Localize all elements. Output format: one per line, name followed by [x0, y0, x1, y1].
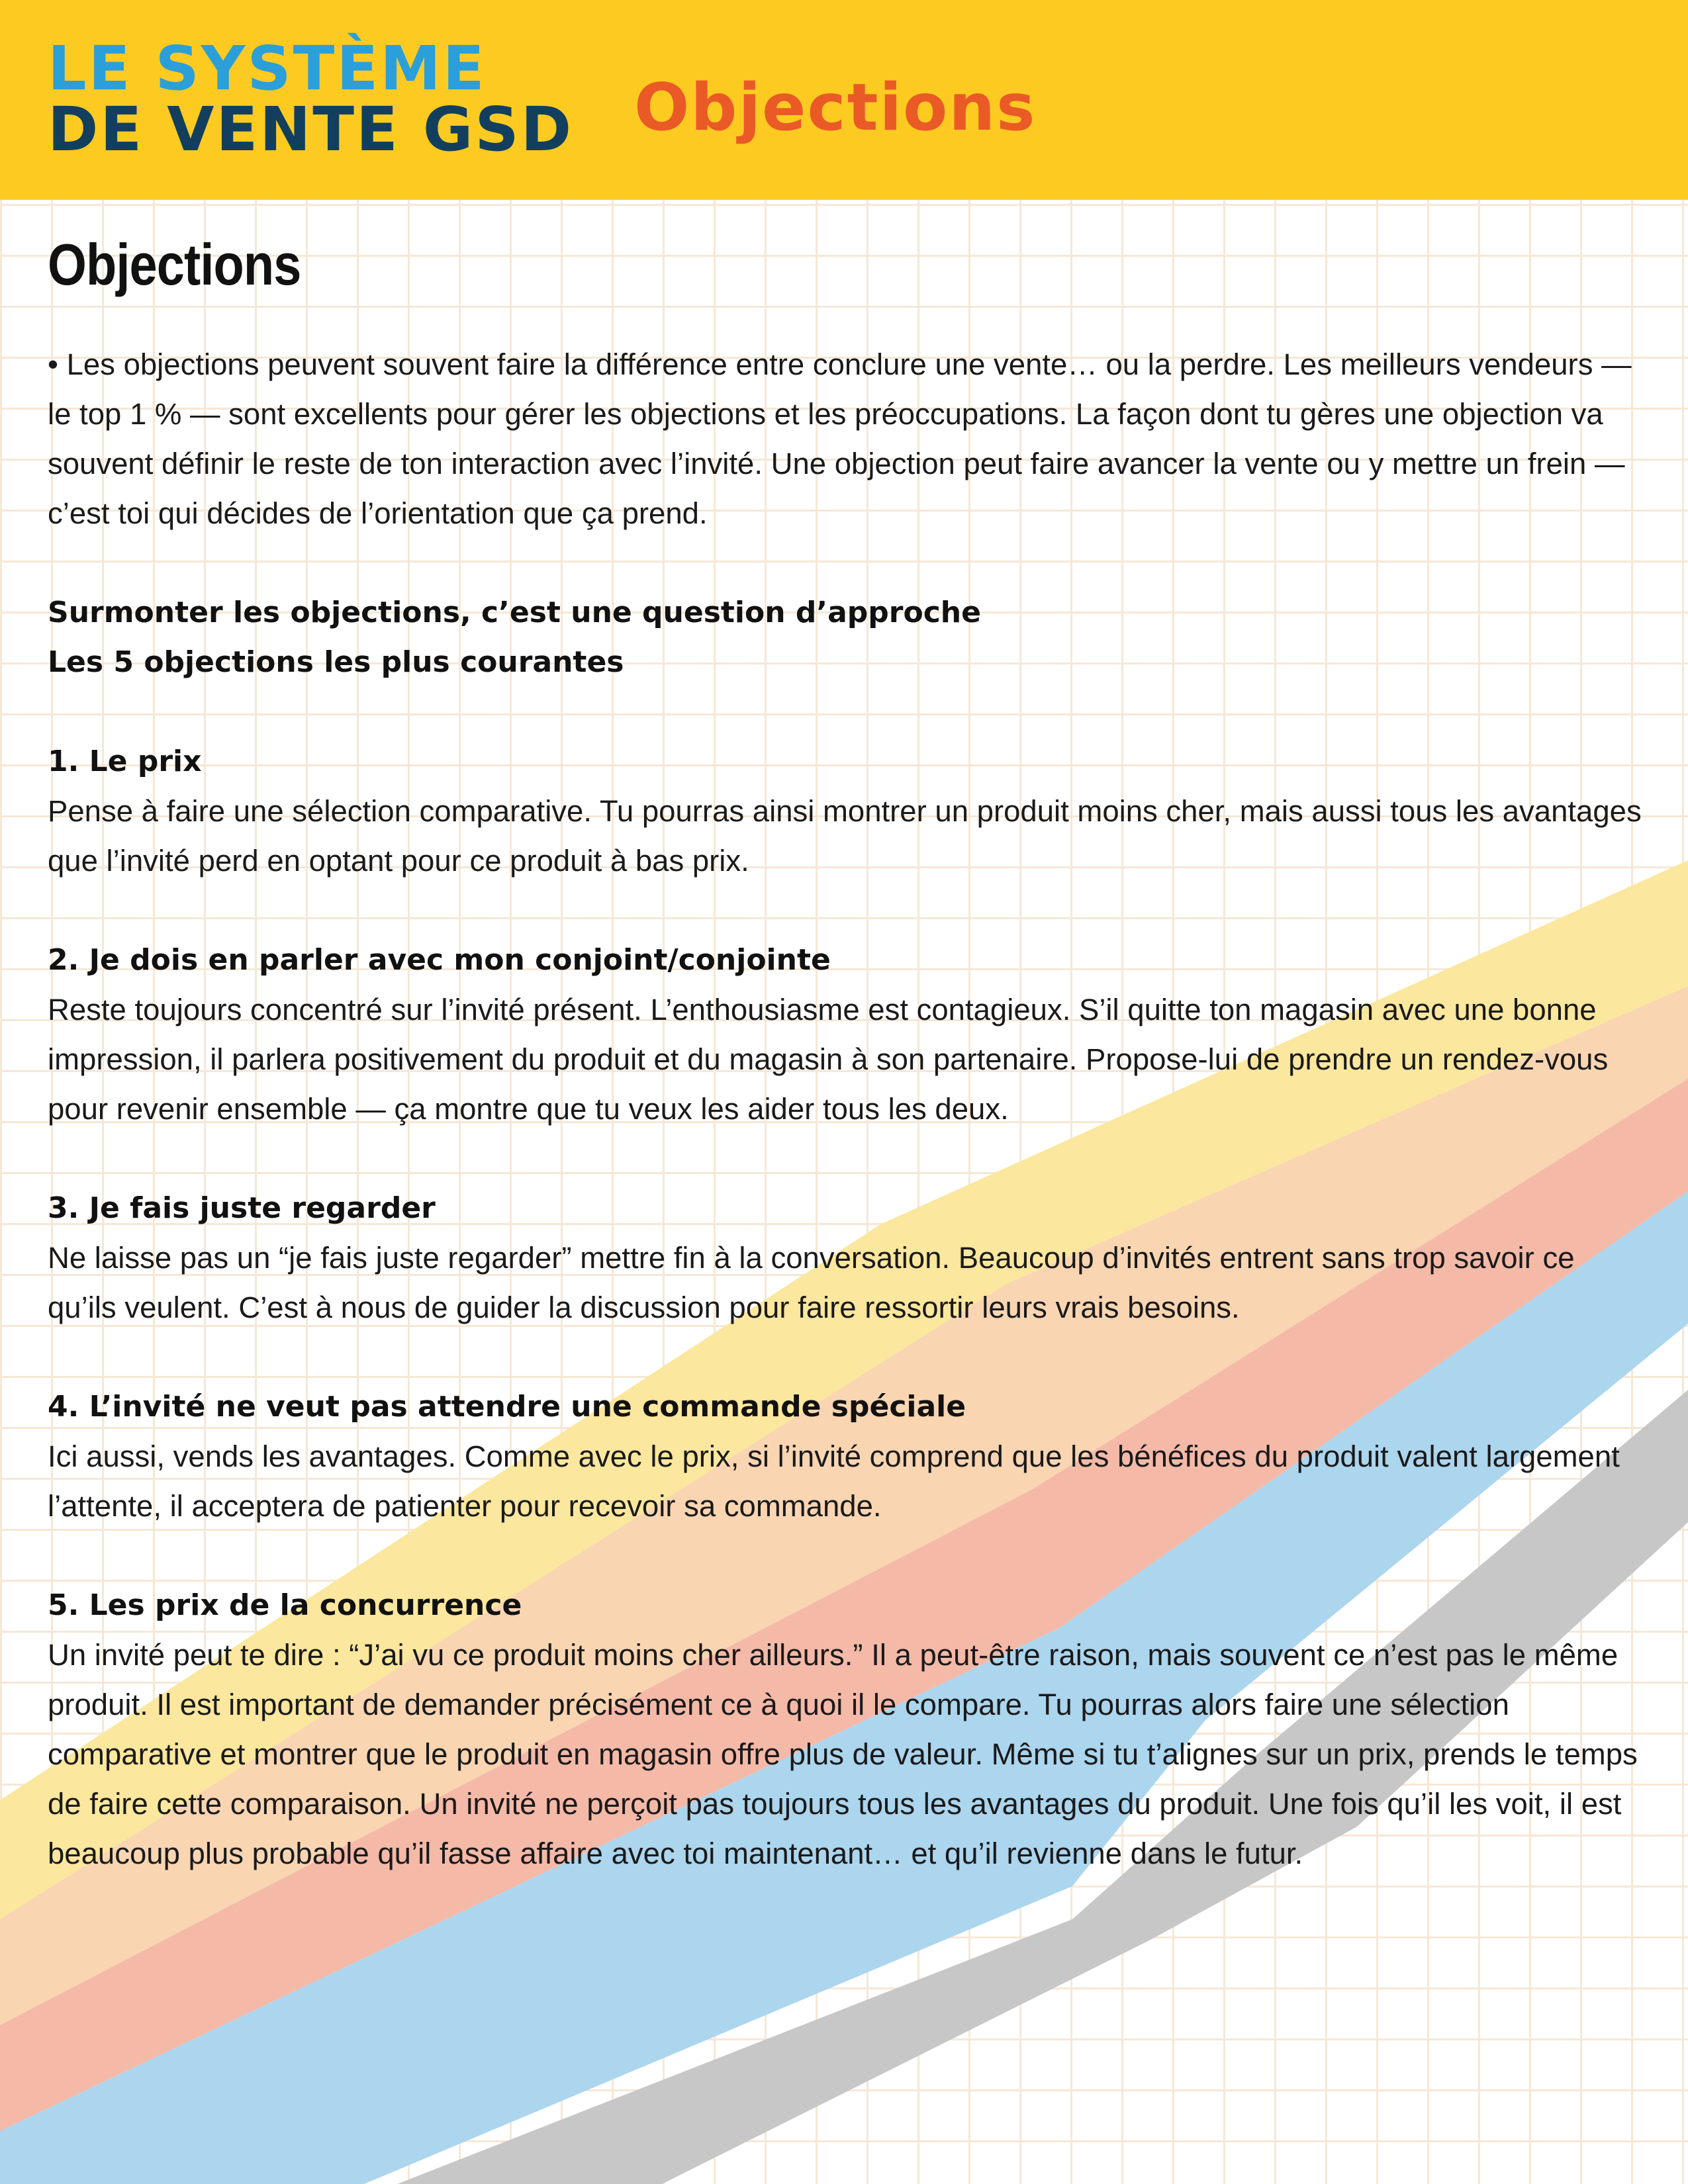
objection-5-title: 5. Les prix de la concurrence: [48, 1588, 522, 1622]
brand-line-2: DE VENTE GSD: [48, 94, 574, 165]
subheading-top-five: Les 5 objections les plus courantes: [48, 645, 624, 679]
page-header: [0, 0, 1688, 200]
objection-2-title: 2. Je dois en parler avec mon conjoint/conjointe: [48, 943, 831, 977]
brand-logo: [48, 33, 574, 165]
document-body: [48, 228, 1650, 1878]
objection-5-body: Un invité peut te dire : “J’ai vu ce produit moins cher ailleurs.” Il a peut-être raison, mais souvent ce n’est pas le même produit. Il est important de demander précisément ce à quoi il le compare. Tu pourras alors faire une sélection comparative et montrer que le produit en magasin offre plus de valeur. Même si tu t’alignes sur un prix, prends le temps de faire cette comparaison. Un invité ne perçoit pas toujours tous les avantages du produit. Une fois qu’il les voit, il est beaucoup plus probable qu’il fasse affaire avec toi maintenant… et qu’il revienne dans le futur.: [48, 1638, 1638, 1870]
section-tag: Objections: [634, 70, 1037, 146]
intro-paragraph: • Les objections peuvent souvent faire la différence entre conclure une vente… ou la perdre. Les meilleurs vendeurs — le top 1 % — sont excellents pour gérer les objections et les préoccupations. La façon dont tu gères une objection va souvent définir le reste de ton interaction avec l’invité. Une objection peut faire avancer la vente ou y mettre un frein — c’est toi qui décides de l’orientation que ça prend.: [48, 347, 1632, 530]
brand-line-1: LE SYSTÈME: [48, 33, 487, 104]
objection-1-body: Pense à faire une sélection comparative. Tu pourras ainsi montrer un produit moins cher, mais aussi tous les avantages que l’invité perd en optant pour ce produit à bas prix.: [48, 794, 1642, 878]
objection-4-body: Ici aussi, vends les avantages. Comme avec le prix, si l’invité comprend que les bénéfices du produit valent largement l’attente, il acceptera de patienter pour recevoir sa commande.: [48, 1439, 1620, 1523]
objection-2-body: Reste toujours concentré sur l’invité présent. L’enthousiasme est contagieux. S’il quitte ton magasin avec une bonne impression, il parlera positivement du produit et du magasin à son partenaire. Propose-lui de prendre un rendez-vous pour revenir ensemble — ça montre que tu veux les aider tous les deux.: [48, 993, 1609, 1126]
objection-4-title: 4. L’invité ne veut pas attendre une commande spéciale: [48, 1390, 966, 1424]
objection-3-title: 3. Je fais juste regarder: [48, 1191, 436, 1225]
objection-3-body: Ne laisse pas un “je fais juste regarder” mettre fin à la conversation. Beaucoup d’invités entrent sans trop savoir ce qu’ils veulent. C’est à nous de guider la discussion pour faire ressortir leurs vrais besoins.: [48, 1241, 1575, 1324]
page-title: Objections: [48, 232, 301, 297]
subheading-approach: Surmonter les objections, c’est une question d’approche: [48, 596, 981, 629]
objection-1-title: 1. Le prix: [48, 745, 202, 778]
